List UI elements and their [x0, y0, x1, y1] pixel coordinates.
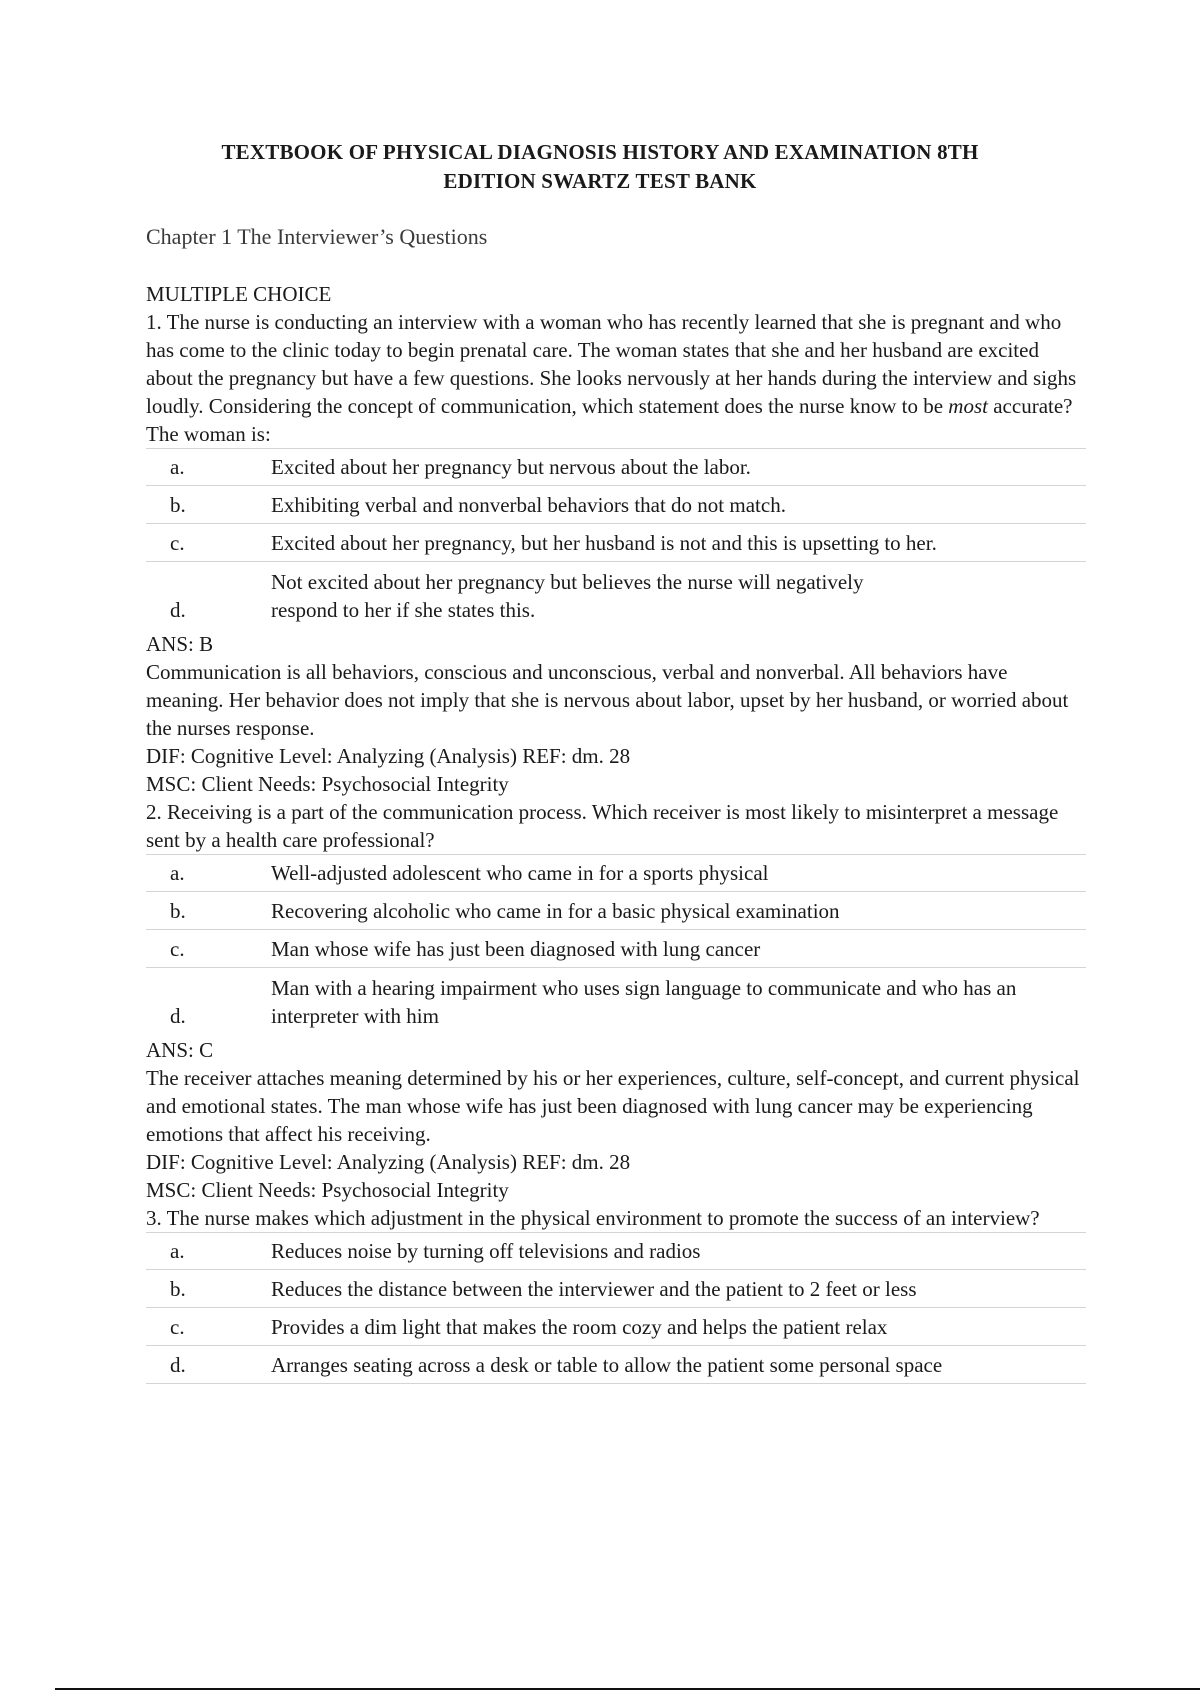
footer-rule — [55, 1688, 1200, 1690]
option-text: Recovering alcoholic who came in for a basic physical examination — [271, 899, 840, 923]
option-text: Arranges seating across a desk or table to allow the patient some personal space — [271, 1353, 943, 1377]
option-row — [146, 968, 1086, 1034]
option-row — [146, 1232, 1086, 1270]
rationale: The receiver attaches meaning determined by his or her experiences, culture, self-concept, and current physical and emotional states. The man whose wife has just been diagnosed with lung cancer may be experiencing emotions that affect his receiving. — [146, 1066, 1080, 1146]
option-text: Provides a dim light that makes the room cozy and helps the patient relax — [271, 1315, 888, 1339]
question-2 — [146, 798, 1086, 1204]
option-row — [146, 1270, 1086, 1308]
option-letter: c. — [170, 1315, 185, 1339]
option-letter: a. — [170, 861, 185, 885]
difficulty-reference: DIF: Cognitive Level: Analyzing (Analysis) REF: dm. 28 — [146, 744, 631, 768]
option-letter: b. — [170, 493, 186, 517]
option-text: Man whose wife has just been diagnosed with lung cancer — [271, 937, 761, 961]
option-row — [146, 562, 1086, 628]
title-line-1: TEXTBOOK OF PHYSICAL DIAGNOSIS HISTORY AND EXAMINATION 8TH — [221, 140, 979, 164]
option-text: Excited about her pregnancy but nervous about the labor. — [271, 455, 751, 479]
option-row — [146, 930, 1086, 968]
question-stem: 1. The nurse is conducting an interview with a woman who has recently learned that she is pregnant and who has come to the clinic today to begin prenatal care. The woman states that she and her husband are excited about the pregnancy but have a few questions. She looks nervously at her hands during the interview and sighs loudly. Considering the concept of communication, which statement does the nurse know to be most accurate? The woman is: — [146, 310, 1077, 446]
option-text: Reduces the distance between the interviewer and the patient to 2 feet or less — [271, 1277, 917, 1301]
option-text: Not excited about her pregnancy but believes the nurse will negatively respond to her if she states this. — [271, 570, 864, 622]
question-stem: 2. Receiving is a part of the communication process. Which receiver is most likely to misinterpret a message sent by a health care professional? — [146, 800, 1059, 852]
option-text: Man with a hearing impairment who uses sign language to communicate and who has an interpreter with him — [271, 976, 1017, 1028]
option-text: Exhibiting verbal and nonverbal behaviors that do not match. — [271, 493, 786, 517]
emphasis-word: most — [948, 394, 988, 418]
document-title — [120, 138, 1080, 196]
option-text: Well-adjusted adolescent who came in for a sports physical — [271, 861, 769, 885]
difficulty-reference: DIF: Cognitive Level: Analyzing (Analysis) REF: dm. 28 — [146, 1150, 631, 1174]
section-heading: MULTIPLE CHOICE — [146, 282, 332, 306]
option-letter: d. — [170, 598, 186, 622]
option-letter: c. — [170, 531, 185, 555]
option-row — [146, 892, 1086, 930]
client-needs: MSC: Client Needs: Psychosocial Integrity — [146, 772, 509, 796]
option-letter: b. — [170, 1277, 186, 1301]
option-letter: d. — [170, 1004, 186, 1028]
option-row — [146, 1308, 1086, 1346]
option-letter: a. — [170, 455, 185, 479]
answer-options — [146, 854, 1086, 1034]
option-row — [146, 854, 1086, 892]
option-row — [146, 486, 1086, 524]
option-letter: b. — [170, 899, 186, 923]
answer-key: ANS: B — [146, 632, 214, 656]
answer-options — [146, 448, 1086, 628]
option-row — [146, 1346, 1086, 1384]
rationale: Communication is all behaviors, conscious and unconscious, verbal and nonverbal. All behaviors have meaning. Her behavior does not imply that she is nervous about labor, upset by her husband, or worried about the nurses response. — [146, 660, 1069, 740]
chapter-heading: Chapter 1 The Interviewer’s Questions — [146, 224, 488, 249]
question-stem: 3. The nurse makes which adjustment in the physical environment to promote the success of an interview? — [146, 1206, 1040, 1230]
question-3 — [146, 1204, 1086, 1384]
option-row — [146, 524, 1086, 562]
title-line-2: EDITION SWARTZ TEST BANK — [443, 169, 757, 193]
option-letter: c. — [170, 937, 185, 961]
option-text: Excited about her pregnancy, but her husband is not and this is upsetting to her. — [271, 531, 937, 555]
client-needs: MSC: Client Needs: Psychosocial Integrity — [146, 1178, 509, 1202]
answer-options — [146, 1232, 1086, 1384]
option-letter: a. — [170, 1239, 185, 1263]
answer-key: ANS: C — [146, 1038, 214, 1062]
option-row — [146, 448, 1086, 486]
question-1 — [146, 308, 1086, 798]
document-body — [146, 280, 1086, 1386]
option-text: Reduces noise by turning off televisions and radios — [271, 1239, 701, 1263]
option-letter: d. — [170, 1353, 186, 1377]
